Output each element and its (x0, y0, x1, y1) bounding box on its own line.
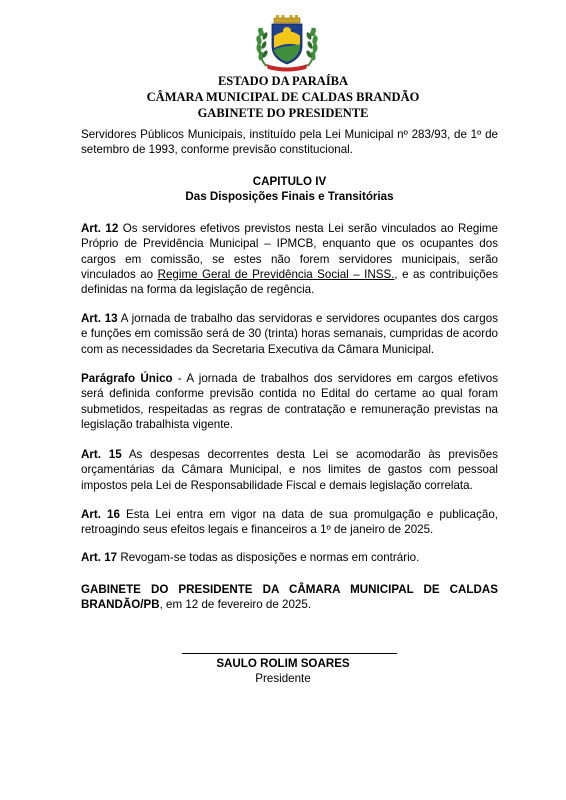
closing-statement (81, 582, 498, 613)
article-12-text-a: Os servidores efetivos previstos nesta Lei serão vinculados ao Regime Próprio de Previdência Municipal – IPMCB, enquanto que os ocupantes dos cargos em comissão, se estes não forem servidores municipais, serão vinculados ao (81, 222, 498, 281)
article-15-label: Art. 15 (81, 448, 122, 461)
article-17-text: Revogam-se todas as disposições e normas em contrário. (117, 551, 420, 564)
paragrafo-unico-label: Parágrafo Único (81, 372, 173, 385)
article-17 (81, 550, 498, 565)
article-12 (81, 221, 498, 297)
signature-line (182, 653, 397, 654)
signatory-name: SAULO ROLIM SOARES (216, 657, 350, 670)
letterhead (0, 73, 566, 121)
closing-bold: GABINETE DO PRESIDENTE DA CÂMARA MUNICIPAL DE CALDAS BRANDÃO/PB (81, 583, 498, 612)
article-13-text: A jornada de trabalho das servidoras e servidores ocupantes dos cargos e funções em comissão será de 30 (trinta) horas semanais, cumpridas de acordo com as necessidades da Secretaria Executiva da Câmara Municipal. (81, 312, 498, 356)
article-13 (81, 311, 498, 357)
article-16-text: Esta Lei entra em vigor na data de sua promulgação e publicação, retroagindo seus efeitos legais e financeiros a 1º de janeiro de 2025. (81, 508, 498, 537)
article-16 (81, 507, 498, 538)
article-12-underlined: Regime Geral de Previdência Social – INSS. (157, 267, 395, 281)
article-13-label: Art. 13 (81, 312, 118, 325)
chamber-name: CÂMARA MUNICIPAL DE CALDAS BRANDÃO (146, 90, 420, 104)
coat-of-arms-icon (252, 14, 322, 72)
paragrafo-unico (81, 371, 498, 432)
chapter-title: CAPITULO IV (252, 175, 327, 188)
intro-paragraph: Servidores Públicos Municipais, instituído pela Lei Municipal nº 283/93, de 1º de setembro de 1993, conforme previsão constitucional. (81, 128, 498, 157)
closing-date: , em 12 de fevereiro de 2025. (159, 598, 312, 612)
signatory-role: Presidente (255, 672, 311, 685)
state-name: ESTADO DA PARAÍBA (217, 74, 349, 88)
article-15-text: As despesas decorrentes desta Lei se acomodarão às previsões orçamentárias da Câmara Municipal, e nos limites de gastos com pessoal impostos pela Lei de Responsabilidade Fiscal e demais legislação correlata. (81, 448, 498, 492)
chapter-subtitle: Das Disposições Finais e Transitórias (185, 190, 394, 204)
article-12-text-b: , e as contribuições definidas na forma da legislação de regência. (81, 267, 498, 297)
chapter-heading (81, 174, 498, 205)
article-16-label: Art. 16 (81, 508, 120, 521)
article-15 (81, 447, 498, 493)
paragrafo-unico-text: - A jornada de trabalhos dos servidores em cargos efetivos será definida conforme previsão contida no Edital do certame ao qual foram submetidos, respeitadas as regras de contratação e remuneração previstas na legislação trabalhista vigente. (81, 372, 498, 431)
right-laurel-icon (305, 27, 318, 66)
office-name: GABINETE DO PRESIDENTE (197, 106, 369, 120)
left-laurel-icon (255, 27, 268, 66)
article-12-label: Art. 12 (81, 222, 119, 235)
article-17-label: Art. 17 (81, 551, 118, 564)
